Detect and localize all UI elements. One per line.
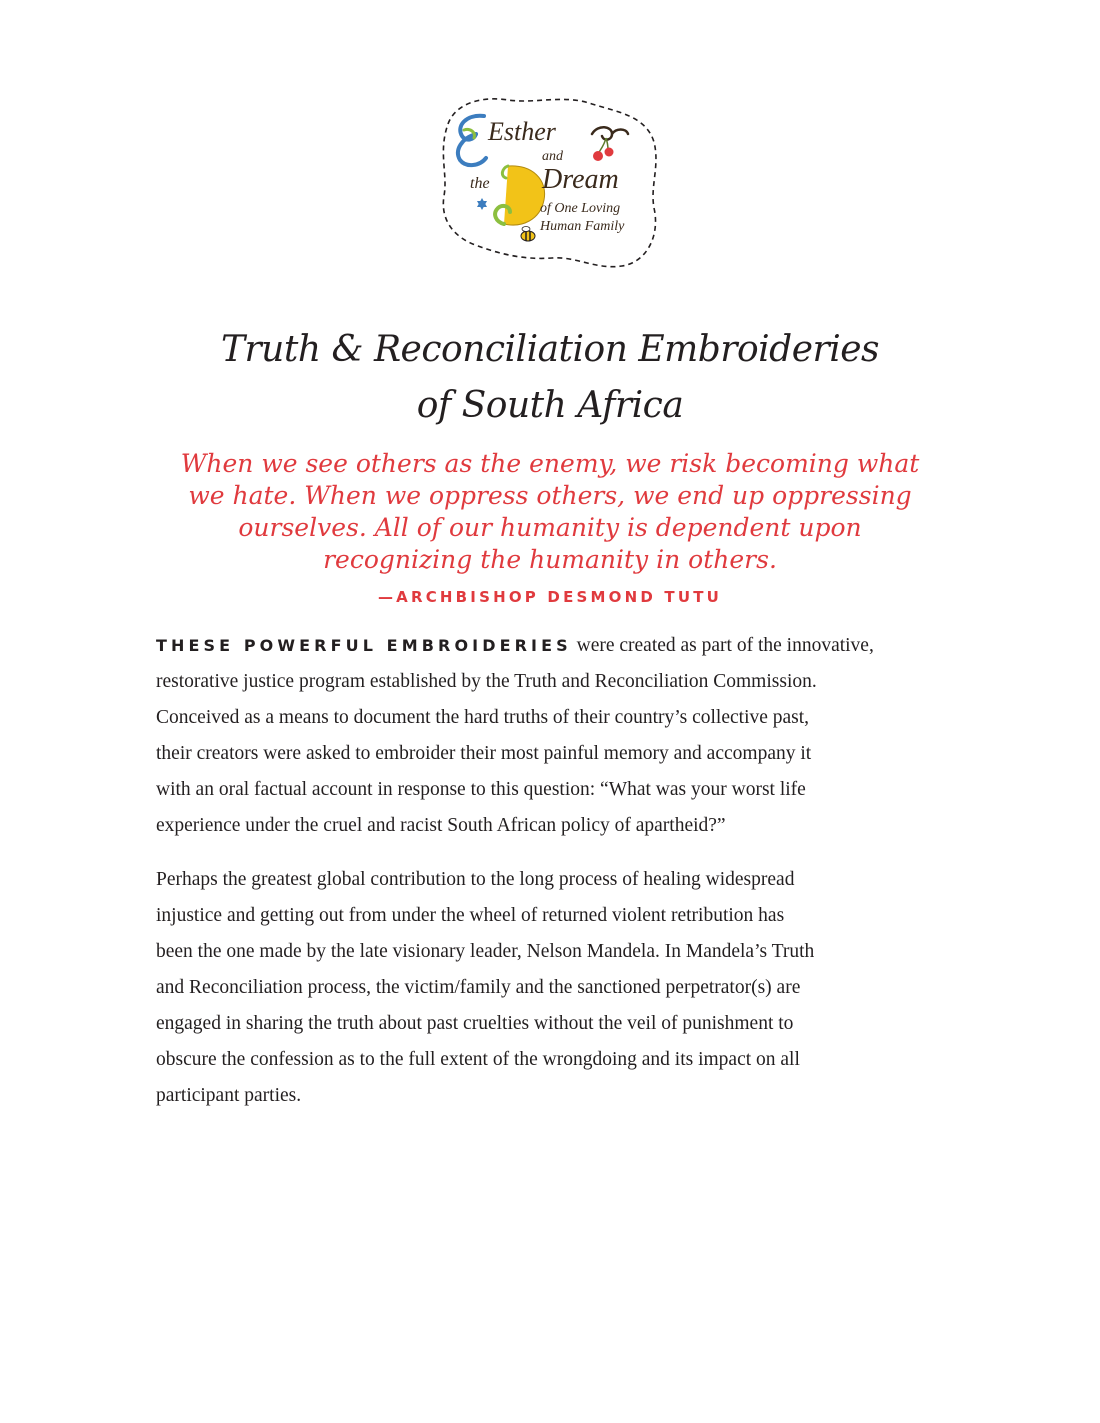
body-line: been the one made by the late visionary leader, Nelson Mandela. In Mandela’s Truth xyxy=(156,941,815,962)
body-line: and Reconciliation process, the victim/family and the sanctioned perpetrator(s) are xyxy=(156,977,801,998)
body-line: participant parties. xyxy=(156,1085,302,1106)
cherries-icon xyxy=(593,138,614,161)
swirl-icon xyxy=(592,127,628,139)
body-line: restorative justice program established by the Truth and Reconciliation Commission. xyxy=(156,671,817,692)
title-line-1: Truth & Reconciliation Embroideries xyxy=(220,329,880,370)
quote-line: ourselves. All of our humanity is dependent upon xyxy=(238,513,862,542)
body-line-text: were created as part of the innovative, xyxy=(571,635,874,656)
star-of-david-icon xyxy=(477,198,487,210)
page-title xyxy=(0,322,1100,434)
body-line: injustice and getting out from under the wheel of returned violent retribution has xyxy=(156,905,785,926)
body-line: Perhaps the greatest global contribution to the long process of healing widespread xyxy=(156,869,795,890)
logo-word-esther: Esther xyxy=(488,117,556,146)
paragraph-1 xyxy=(156,628,956,844)
body-line: their creators were asked to embroider their most painful memory and accompany it xyxy=(156,743,812,764)
paragraph-2 xyxy=(156,862,956,1114)
lead-in-heading: THESE POWERFUL EMBROIDERIES xyxy=(156,636,572,655)
logo-word-human-family: Human Family xyxy=(540,219,625,234)
tutu-quote xyxy=(150,448,950,576)
body-text xyxy=(156,628,956,1114)
body-line: Conceived as a means to document the hard truths of their country’s collective past, xyxy=(156,707,810,728)
esther-dream-logo xyxy=(436,94,664,270)
ornamental-e-icon xyxy=(458,116,486,165)
logo-word-and: and xyxy=(542,149,563,164)
bee-icon xyxy=(521,227,535,242)
quote-line: we hate. When we oppress others, we end up oppressing xyxy=(188,481,912,510)
body-line: experience under the cruel and racist South African policy of apartheid?” xyxy=(156,815,726,836)
body-line xyxy=(156,628,956,664)
ornamental-d-icon xyxy=(495,166,545,225)
quote-line: When we see others as the enemy, we risk becoming what xyxy=(180,449,920,478)
body-line: with an oral factual account in response to this question: “What was your worst life xyxy=(156,779,806,800)
logo-word-the: the xyxy=(470,175,490,192)
logo-word-of-one-loving: of One Loving xyxy=(540,201,621,216)
title-line-2: of South Africa xyxy=(416,385,684,426)
logo-word-dream: Dream xyxy=(542,164,619,195)
quote-line: recognizing the humanity in others. xyxy=(323,545,777,574)
body-line: obscure the confession as to the full extent of the wrongdoing and its impact on all xyxy=(156,1049,800,1070)
body-line: engaged in sharing the truth about past cruelties without the veil of punishment to xyxy=(156,1013,794,1034)
quote-attribution: —ARCHBISHOP DESMOND TUTU xyxy=(377,588,723,606)
